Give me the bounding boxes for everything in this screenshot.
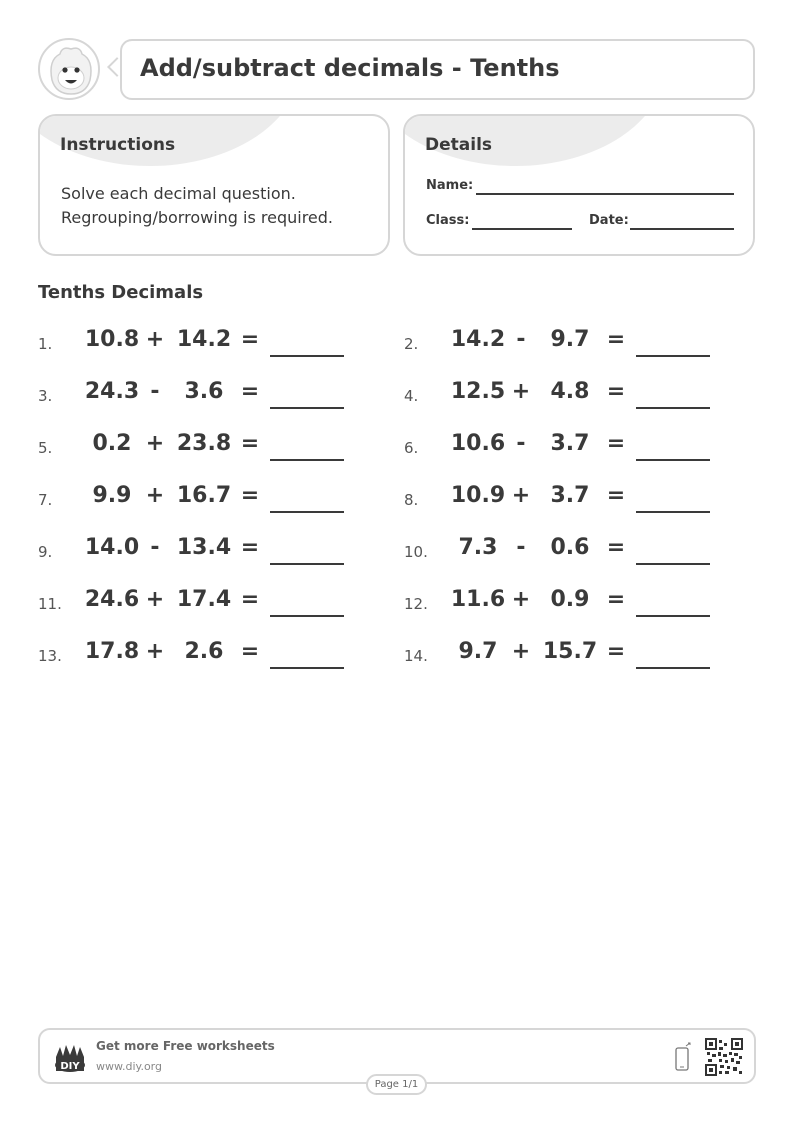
title-box	[120, 39, 755, 100]
answer-line[interactable]	[270, 667, 344, 669]
operator: -	[150, 535, 160, 560]
question-row	[38, 431, 348, 461]
equals-sign: =	[240, 587, 260, 612]
question-number: 5.	[38, 439, 53, 457]
operand-a: 17.8	[84, 639, 140, 664]
operator: +	[145, 639, 165, 664]
section-title: Tenths Decimals	[38, 282, 204, 303]
operand-b: 15.7	[542, 639, 598, 664]
operand-b: 4.8	[550, 379, 590, 404]
operand-a: 24.3	[84, 379, 140, 404]
page-title: Add/subtract decimals - Tenths	[140, 54, 560, 82]
operand-a: 0.2	[92, 431, 132, 456]
operator: +	[511, 379, 531, 404]
operator: +	[511, 639, 531, 664]
operand-a: 12.5	[450, 379, 506, 404]
equals-sign: =	[240, 483, 260, 508]
instruction-line-2: Regrouping/borrowing is required.	[61, 208, 334, 227]
question-number: 14.	[404, 647, 428, 665]
question-number: 2.	[404, 335, 419, 353]
equals-sign: =	[606, 379, 626, 404]
answer-line[interactable]	[270, 407, 344, 409]
operand-a: 11.6	[450, 587, 506, 612]
logo-text: DIY	[60, 1061, 80, 1072]
operator: -	[516, 535, 526, 560]
answer-line[interactable]	[636, 615, 710, 617]
answer-line[interactable]	[636, 667, 710, 669]
instructions-heading: Instructions	[60, 135, 176, 155]
operator: -	[516, 431, 526, 456]
operand-b: 3.7	[550, 431, 590, 456]
operand-a: 9.7	[458, 639, 498, 664]
question-number: 4.	[404, 387, 419, 405]
operand-a: 24.6	[84, 587, 140, 612]
question-number: 7.	[38, 491, 53, 509]
operand-a: 9.9	[92, 483, 132, 508]
instructions-panel	[38, 114, 390, 256]
name-field-line[interactable]	[476, 193, 734, 195]
equals-sign: =	[240, 431, 260, 456]
question-number: 12.	[404, 595, 428, 613]
equals-sign: =	[240, 379, 260, 404]
operand-b: 14.2	[176, 327, 232, 352]
answer-line[interactable]	[636, 511, 710, 513]
name-label: Name:	[426, 178, 474, 193]
operand-b: 2.6	[184, 639, 224, 664]
equals-sign: =	[606, 327, 626, 352]
operator: +	[145, 587, 165, 612]
answer-line[interactable]	[270, 511, 344, 513]
operand-b: 0.6	[550, 535, 590, 560]
operand-b: 16.7	[176, 483, 232, 508]
question-row	[404, 431, 714, 461]
instruction-line-1: Solve each decimal question.	[61, 184, 296, 203]
question-row	[404, 535, 714, 565]
equals-sign: =	[240, 535, 260, 560]
operator: -	[150, 379, 160, 404]
answer-line[interactable]	[270, 355, 344, 357]
details-heading: Details	[425, 135, 493, 155]
operand-a: 14.0	[84, 535, 140, 560]
footer-website-link[interactable]: www.diy.org	[96, 1060, 162, 1073]
operator: +	[145, 431, 165, 456]
operand-a: 10.8	[84, 327, 140, 352]
question-row	[404, 587, 714, 617]
operand-b: 13.4	[176, 535, 232, 560]
answer-line[interactable]	[636, 459, 710, 461]
phone-scan-icon	[674, 1042, 692, 1072]
question-row	[404, 327, 714, 357]
operator: -	[516, 327, 526, 352]
question-row	[38, 535, 348, 565]
question-row	[38, 587, 348, 617]
operand-a: 10.6	[450, 431, 506, 456]
date-field-line[interactable]	[630, 228, 734, 230]
operand-a: 7.3	[458, 535, 498, 560]
equals-sign: =	[240, 639, 260, 664]
answer-line[interactable]	[636, 563, 710, 565]
answer-line[interactable]	[270, 563, 344, 565]
date-label: Date:	[589, 213, 629, 228]
class-field-line[interactable]	[472, 228, 572, 230]
equals-sign: =	[606, 431, 626, 456]
operand-b: 0.9	[550, 587, 590, 612]
equals-sign: =	[606, 535, 626, 560]
details-panel	[403, 114, 755, 256]
page-number: Page 1/1	[366, 1074, 427, 1095]
question-number: 9.	[38, 543, 53, 561]
operand-b: 3.7	[550, 483, 590, 508]
question-number: 11.	[38, 595, 62, 613]
question-row	[404, 639, 714, 669]
operand-b: 17.4	[176, 587, 232, 612]
question-row	[38, 379, 348, 409]
class-label: Class:	[426, 213, 470, 228]
equals-sign: =	[606, 639, 626, 664]
answer-line[interactable]	[270, 459, 344, 461]
question-number: 1.	[38, 335, 53, 353]
diy-logo-icon	[52, 1041, 88, 1075]
operand-b: 3.6	[184, 379, 224, 404]
answer-line[interactable]	[636, 407, 710, 409]
equals-sign: =	[606, 483, 626, 508]
question-row	[404, 483, 714, 513]
equals-sign: =	[606, 587, 626, 612]
question-number: 3.	[38, 387, 53, 405]
qr-code-icon[interactable]	[705, 1038, 743, 1076]
question-number: 8.	[404, 491, 419, 509]
question-number: 13.	[38, 647, 62, 665]
mascot-icon	[38, 38, 100, 100]
answer-line[interactable]	[636, 355, 710, 357]
equals-sign: =	[240, 327, 260, 352]
question-row	[38, 327, 348, 357]
question-number: 6.	[404, 439, 419, 457]
question-row	[38, 483, 348, 513]
question-row	[38, 639, 348, 669]
operand-b: 9.7	[550, 327, 590, 352]
footer-promo-text: Get more Free worksheets	[96, 1039, 275, 1053]
operator: +	[511, 587, 531, 612]
question-number: 10.	[404, 543, 428, 561]
operand-a: 14.2	[450, 327, 506, 352]
operator: +	[145, 327, 165, 352]
operand-b: 23.8	[176, 431, 232, 456]
operator: +	[511, 483, 531, 508]
answer-line[interactable]	[270, 615, 344, 617]
operand-a: 10.9	[450, 483, 506, 508]
operator: +	[145, 483, 165, 508]
question-row	[404, 379, 714, 409]
